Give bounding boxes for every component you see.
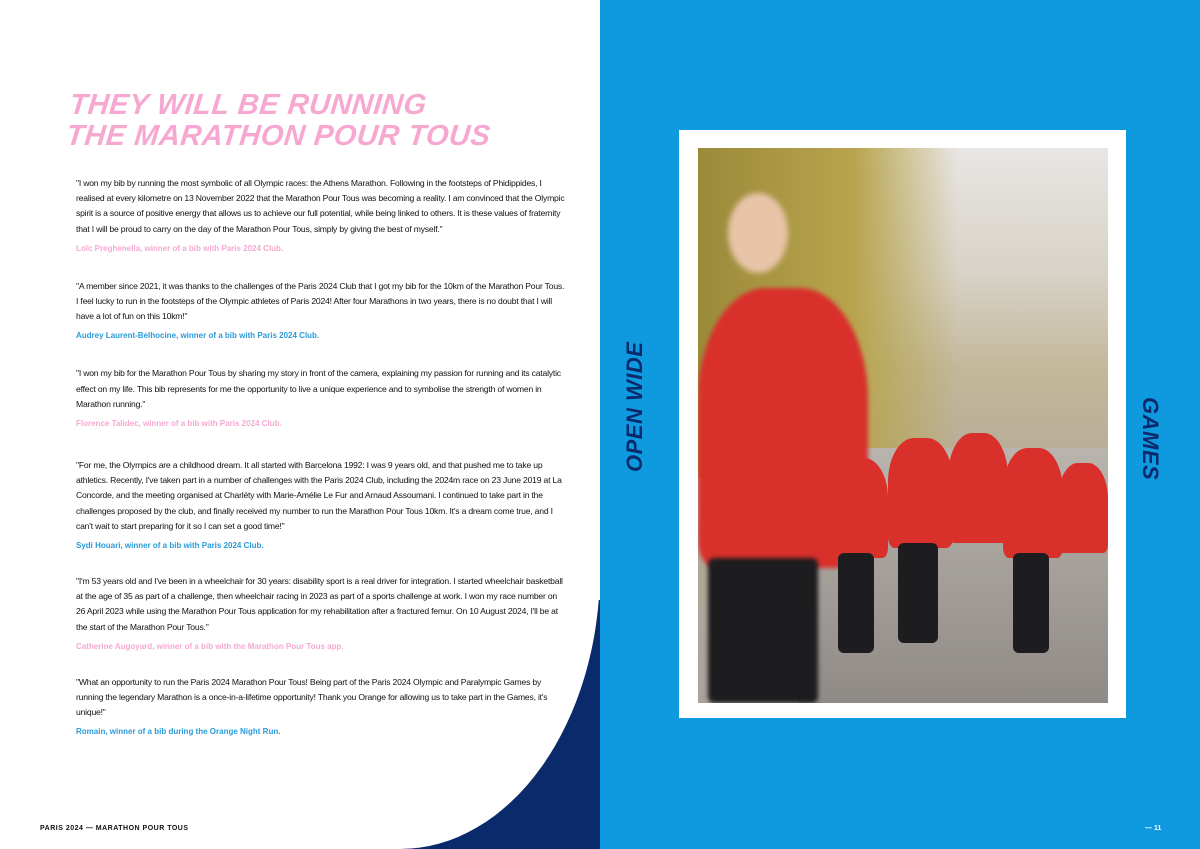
runner (888, 438, 953, 548)
quote: "A member since 2021, it was thanks to the challenges of the Paris 2024 Club that I got my bib for the 10km of the Marathon Pour Tous. I feel lucky to run in the footsteps of the Olympic athletes of Paris 2024! After four Marathons in two years, there is no doubt that I will have a lot of fun on this 10km!" (76, 280, 565, 322)
quote: "For me, the Olympics are a childhood dream. It all started with Barcelona 1992: I was 9 years old, and that pushed me to take up athletics. Recently, I've taken part in a number of challenges with the Paris 2024 Club, including the 2024m race on 23 June 2019 at La Concorde, and the meeting organised at Charléty with Marie-Amélie Le Fur and Arnaud Assoumani. I continued to take part in the challenges proposed by the club, and finally received my number to run the Marathon Pour Tous 10km. It's a dream come true, and I can't wait to start preparing for it so I can set a good time!" (76, 460, 562, 531)
runner (1058, 463, 1108, 553)
quote: "I'm 53 years old and I've been in a wheelchair for 30 years: disability sport is a real driver for integration. I started wheelchair basketball at the age of 35 as part of a challenge, then wheelchair racing in 2023 as part of a sports challenge at work. I won my race number on 26 April 2023 while using the Marathon Pour Tous application for my rehabilitation after a fractured femur. On 10 August 2024, I'll be at the start of the Marathon Pour Tous." (76, 576, 563, 632)
side-label-right: GAMES (1138, 397, 1163, 481)
title-line-1: THEY WILL BE RUNNING (68, 89, 429, 121)
runner (948, 433, 1008, 543)
page-number: — 11 (1145, 825, 1162, 832)
runner-legs (898, 543, 938, 643)
testimonials (76, 176, 566, 738)
runner-legs (708, 558, 818, 703)
quote: "I won my bib by running the most symbolic of all Olympic races: the Athens Marathon. Following in the footsteps of Phidippides, I realised at every kilometre on 13 November 2022 that the Marathon Pour Tous was becoming a reality. I am convinced that the Olympic spirit is a source of positive energy that allows us to achieve our full potential, while being linked to others. It is these values of fraternity that I will be proud to carry on the day of the Marathon Pour Tous, simply by giving the best of myself." (76, 178, 565, 234)
marathon-runners-photo (698, 148, 1108, 703)
page-title (65, 90, 496, 152)
author: Florence Talidec, winner of a bib with Paris 2024 Club. (76, 419, 282, 429)
quote: "I won my bib for the Marathon Pour Tous by sharing my story in front of the camera, explaining my passion for running and its catalytic effect on my life. This bib represents for me the opportunity to live a unique experience and to symbolise the strength of women in Marathon running." (76, 368, 561, 409)
runner (828, 458, 888, 558)
runner (1003, 448, 1063, 558)
testimonial (76, 279, 566, 343)
runner-legs (1013, 553, 1049, 653)
testimonial (76, 366, 566, 430)
testimonial (76, 176, 566, 255)
author: Romain, winner of a bib during the Orange Night Run. (76, 727, 281, 737)
side-label-left: OPEN WIDE (622, 341, 647, 472)
author: Loïc Preghenella, winner of a bib with Paris 2024 Club. (76, 243, 284, 253)
testimonial (76, 574, 566, 653)
author: Sydi Houari, winner of a bib with Paris 2024 Club. (76, 541, 264, 551)
runner-head (728, 193, 788, 273)
author: Audrey Laurent-Belhocine, winner of a bib with Paris 2024 Club. (76, 331, 320, 341)
runner-legs (838, 553, 874, 653)
quote: "What an opportunity to run the Paris 2024 Marathon Pour Tous! Being part of the Paris 2024 Olympic and Paralympic Games by running the legendary Marathon is a once-in-a-lifetime opportunity! Thank you Orange for allowing us to take part in the Games, it's unique!" (76, 676, 548, 718)
testimonial (76, 458, 566, 552)
footer-title: PARIS 2024 — MARATHON POUR TOUS (40, 825, 189, 832)
testimonial (76, 675, 566, 739)
title-line-2: THE MARATHON POUR TOUS (64, 120, 493, 152)
author: Catherine Augoyard, winner of a bib with the Marathon Pour Tous app. (76, 641, 344, 651)
